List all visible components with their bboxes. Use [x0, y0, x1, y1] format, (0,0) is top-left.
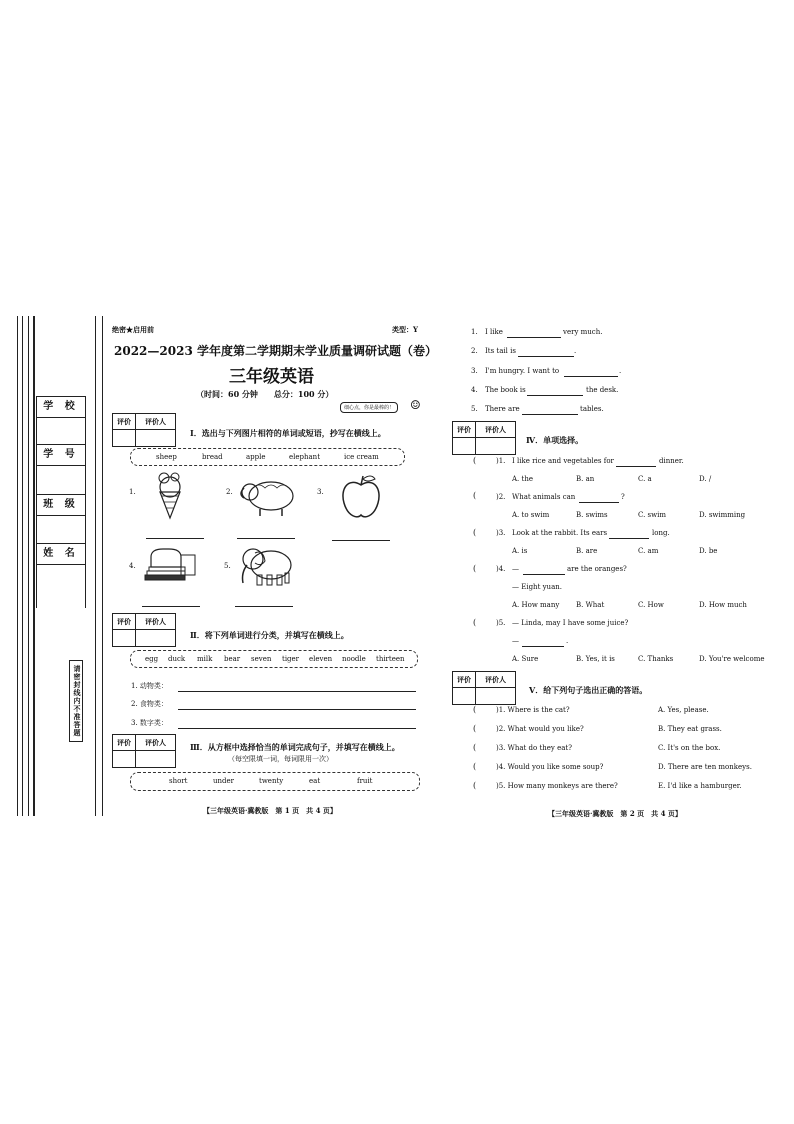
- category-item: 1. 动物类：: [131, 682, 168, 690]
- option[interactable]: D. /: [699, 475, 712, 483]
- answer-line-2[interactable]: [237, 538, 295, 539]
- score-box: [112, 734, 176, 768]
- q-blank[interactable]: [523, 574, 565, 575]
- match-question: )4. Would you like some soup?: [496, 763, 604, 771]
- word: seven: [251, 655, 272, 663]
- score-label: 评价: [113, 414, 136, 430]
- word: noodle: [342, 655, 366, 663]
- match-question: )3. What do they eat?: [496, 744, 572, 752]
- option[interactable]: A. the: [512, 475, 533, 483]
- binding-border-line: [95, 316, 96, 816]
- q-text: dinner.: [659, 457, 684, 465]
- name-field[interactable]: [36, 564, 86, 608]
- section2-word-bank: [130, 650, 418, 668]
- word: milk: [197, 655, 213, 663]
- fill-text: I like: [485, 328, 503, 336]
- q-text: Look at the rabbit. Its ears: [512, 529, 608, 537]
- category-line-3[interactable]: [178, 728, 416, 729]
- ice-cream-picture: [150, 470, 190, 520]
- fill-text: very much.: [563, 328, 603, 336]
- page1-footer: 【三年级英语·冀教版 第 1 页 共 4 页】: [203, 806, 337, 815]
- option[interactable]: C. How: [638, 601, 664, 609]
- fill-blank-1[interactable]: [507, 337, 561, 338]
- q-text: What animals can: [512, 493, 576, 501]
- match-answer: A. Yes, please.: [658, 706, 709, 714]
- q-number: )1.: [496, 457, 506, 465]
- fill-blank-5[interactable]: [522, 414, 578, 415]
- pic-number: 3.: [317, 488, 324, 496]
- pic-number: 1.: [129, 488, 136, 496]
- confidential-mark: 绝密★启用前: [112, 325, 154, 334]
- section4-heading: Ⅳ．单项选择。: [526, 435, 584, 445]
- pic-number: 4.: [129, 562, 136, 570]
- apple-picture: [338, 473, 384, 521]
- fill-blank-3[interactable]: [564, 376, 618, 377]
- score-box: [112, 413, 176, 447]
- elephant-picture: [237, 543, 295, 589]
- answer-paren[interactable]: (: [473, 491, 477, 500]
- name-label: 姓 名: [36, 543, 86, 565]
- fill-text: The book is: [485, 386, 526, 394]
- score-box: [112, 613, 176, 647]
- q-text: I like rice and vegetables for: [512, 457, 614, 465]
- encouragement-stamp: 细心点，你是最棒的！: [340, 402, 398, 413]
- answer-paren[interactable]: (: [473, 743, 477, 752]
- word: short: [169, 777, 188, 785]
- answer-paren[interactable]: (: [473, 781, 477, 790]
- grader-label: 评价人: [476, 422, 515, 438]
- option[interactable]: D. You're welcome: [699, 655, 765, 663]
- word: thirteen: [376, 655, 405, 663]
- binding-border-line: [17, 316, 18, 816]
- word: bread: [202, 453, 223, 461]
- option[interactable]: D. How much: [699, 601, 747, 609]
- match-answer: D. There are ten monkeys.: [658, 763, 752, 771]
- section2-heading: Ⅱ．将下列单词进行分类，并填写在横线上。: [190, 630, 349, 640]
- section3-heading: Ⅲ．从方框中选择恰当的单词完成句子，并填写在横线上。: [190, 742, 400, 752]
- school-label: 学 校: [36, 396, 86, 418]
- category-item: 2. 食物类：: [131, 700, 168, 708]
- match-question: )5. How many monkeys are there?: [496, 782, 618, 790]
- fill-text: There are: [485, 405, 520, 413]
- fill-text: Its tail is: [485, 347, 516, 355]
- q-blank[interactable]: [609, 538, 649, 539]
- option[interactable]: C. a: [638, 475, 652, 483]
- answer-paren[interactable]: (: [473, 528, 477, 537]
- match-answer: E. I'd like a hamburger.: [658, 782, 742, 790]
- option[interactable]: A. to swim: [512, 511, 550, 519]
- fill-number: 4.: [471, 386, 478, 394]
- option[interactable]: B. an: [576, 475, 595, 483]
- section1-word-bank: [130, 448, 405, 466]
- match-answer: B. They eat grass.: [658, 725, 722, 733]
- page2-footer: 【三年级英语·冀教版 第 2 页 共 4 页】: [548, 809, 682, 818]
- bread-picture: [143, 545, 199, 585]
- time-score: （时间：60 分钟 总分：100 分）: [196, 389, 334, 399]
- word: bear: [224, 655, 241, 663]
- word: ice cream: [344, 453, 379, 461]
- option[interactable]: C. am: [638, 547, 659, 555]
- word: eleven: [309, 655, 333, 663]
- category-line-1[interactable]: [178, 691, 416, 692]
- type-mark: 类型：Y: [392, 325, 418, 334]
- section3-note: （每空限填一词，每词限用一次）: [228, 755, 333, 763]
- fill-blank-4[interactable]: [527, 395, 583, 396]
- binding-border-line: [22, 316, 23, 816]
- binding-border-line: [28, 316, 29, 816]
- section3-word-bank: [130, 772, 420, 791]
- exam-subtitle: 三年级英语: [229, 367, 314, 387]
- score-box: [452, 671, 516, 705]
- q-blank[interactable]: [616, 466, 656, 467]
- q-text: .: [566, 637, 569, 645]
- fill-text: the desk.: [586, 386, 619, 394]
- answer-line-5[interactable]: [235, 606, 293, 607]
- grader-label: 评价人: [476, 672, 515, 688]
- cartoon-icon: ☺: [410, 398, 421, 412]
- word: sheep: [156, 453, 177, 461]
- binding-border-line: [33, 316, 35, 816]
- option[interactable]: B. Yes, it is: [576, 655, 615, 663]
- fill-text: .: [619, 367, 622, 375]
- class-label: 班 级: [36, 494, 86, 516]
- answer-paren[interactable]: (: [473, 762, 477, 771]
- option[interactable]: C. Thanks: [638, 655, 674, 663]
- answer-line-1[interactable]: [146, 538, 204, 539]
- category-line-2[interactable]: [178, 709, 416, 710]
- binding-border-line: [102, 316, 103, 816]
- match-answer: C. It's on the box.: [658, 744, 721, 752]
- answer-line-4[interactable]: [142, 606, 200, 607]
- q-text: are the oranges?: [567, 565, 627, 573]
- score-label: 评价: [453, 422, 476, 438]
- sheep-picture: [238, 474, 296, 518]
- q-number: )3.: [496, 529, 506, 537]
- fill-number: 1.: [471, 328, 478, 336]
- q-number: )4.: [496, 565, 506, 573]
- word: elephant: [289, 453, 321, 461]
- fill-number: 2.: [471, 347, 478, 355]
- fill-number: 5.: [471, 405, 478, 413]
- word: under: [213, 777, 234, 785]
- answer-paren[interactable]: (: [473, 564, 477, 573]
- fill-blank-2[interactable]: [518, 356, 574, 357]
- word: egg: [145, 655, 159, 663]
- word: tiger: [282, 655, 300, 663]
- fill-text: tables.: [580, 405, 604, 413]
- grader-label: 评价人: [136, 414, 175, 430]
- grader-label: 评价人: [136, 735, 175, 751]
- category-item: 3. 数字类：: [131, 719, 168, 727]
- q-text: — Linda, may I have some juice?: [512, 619, 629, 627]
- pic-number: 5.: [224, 562, 231, 570]
- score-label: 评价: [453, 672, 476, 688]
- word: apple: [246, 453, 266, 461]
- q-reply: — Eight yuan.: [512, 583, 562, 591]
- option[interactable]: A. is: [512, 547, 528, 555]
- word: duck: [168, 655, 186, 663]
- option[interactable]: C. swim: [638, 511, 667, 519]
- fill-text: .: [574, 347, 577, 355]
- section5-heading: Ⅴ．给下列句子选出正确的答语。: [529, 685, 648, 695]
- score-label: 评价: [113, 735, 136, 751]
- binding-note: 请密封线内不准答题: [69, 660, 83, 742]
- option[interactable]: D. swimming: [699, 511, 746, 519]
- answer-line-3[interactable]: [332, 540, 390, 541]
- match-question: )2. What would you like?: [496, 725, 584, 733]
- option[interactable]: A. Sure: [512, 655, 539, 663]
- section1-heading: Ⅰ．选出与下列图片相符的单词或短语，抄写在横线上。: [190, 428, 386, 438]
- fill-text: I'm hungry. I want to: [485, 367, 560, 375]
- option[interactable]: B. are: [576, 547, 598, 555]
- answer-paren[interactable]: (: [473, 456, 477, 465]
- student-id-label: 学 号: [36, 444, 86, 466]
- score-box: [452, 421, 516, 455]
- q-text: long.: [652, 529, 670, 537]
- grader-label: 评价人: [136, 614, 175, 630]
- word: twenty: [259, 777, 284, 785]
- exam-title: 2022—2023 学年度第二学期期末学业质量调研试题（卷）: [114, 344, 437, 358]
- fill-number: 3.: [471, 367, 478, 375]
- option[interactable]: D. be: [699, 547, 718, 555]
- answer-paren[interactable]: (: [473, 618, 477, 627]
- option[interactable]: B. swims: [576, 511, 608, 519]
- q-blank[interactable]: [522, 646, 564, 647]
- option[interactable]: B. What: [576, 601, 605, 609]
- pic-number: 2.: [226, 488, 233, 496]
- word: eat: [309, 777, 321, 785]
- q-text: —: [512, 565, 519, 573]
- q-reply: —: [512, 637, 519, 645]
- option[interactable]: A. How many: [512, 601, 560, 609]
- q-text: ?: [621, 493, 625, 501]
- answer-paren[interactable]: (: [473, 705, 477, 714]
- q-number: )2.: [496, 493, 506, 501]
- q-blank[interactable]: [579, 502, 619, 503]
- score-label: 评价: [113, 614, 136, 630]
- q-number: )5.: [496, 619, 506, 627]
- word: fruit: [357, 777, 373, 785]
- match-question: )1. Where is the cat?: [496, 706, 570, 714]
- answer-paren[interactable]: (: [473, 724, 477, 733]
